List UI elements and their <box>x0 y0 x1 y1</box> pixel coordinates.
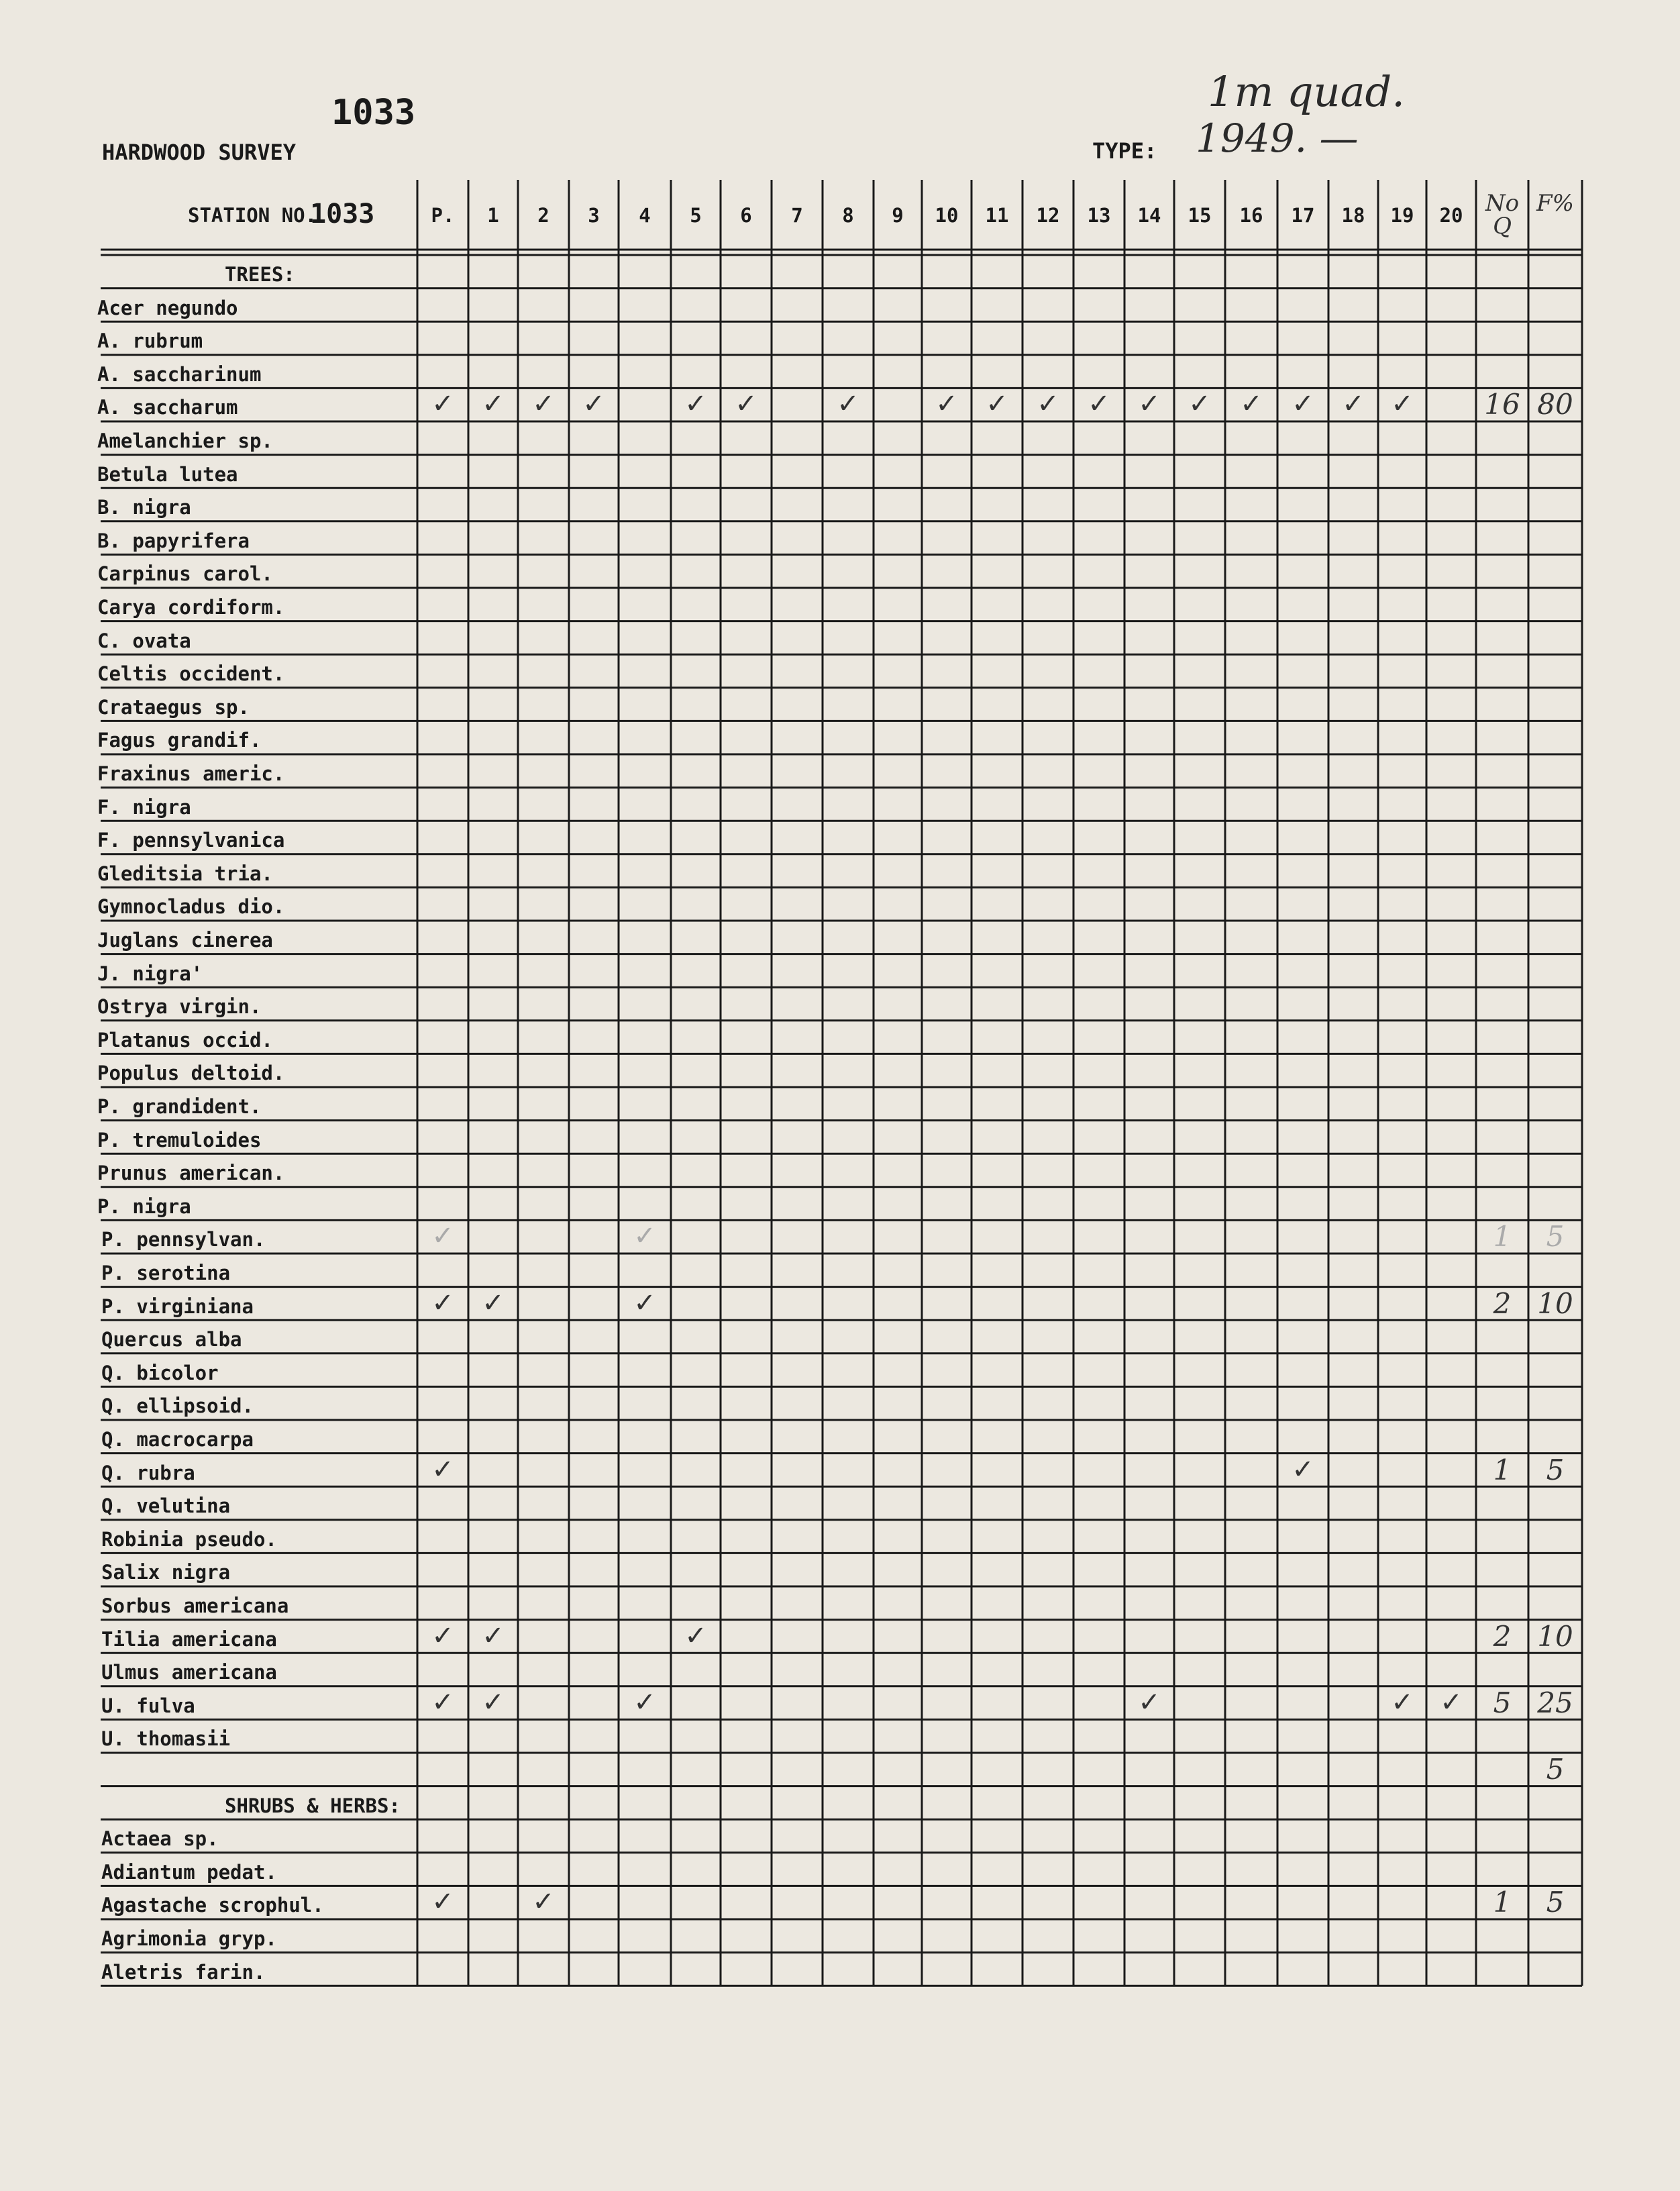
species-label: Betula lutea <box>97 462 238 486</box>
check-mark-faint: ✓ <box>633 1221 656 1252</box>
species-label: Q. rubra <box>101 1461 195 1484</box>
species-label: B. papyrifera <box>97 529 250 552</box>
species-label: Agastache scrophul. <box>101 1894 324 1917</box>
column-header: 1 <box>487 204 499 227</box>
check-mark: ✓ <box>1138 389 1161 420</box>
column-header: F% <box>1536 190 1574 217</box>
check-mark: ✓ <box>431 1886 454 1918</box>
species-label: Carya cordiform. <box>97 596 285 619</box>
species-label: F. nigra <box>97 795 191 819</box>
column-header: 10 <box>935 204 959 227</box>
species-label: Prunus american. <box>97 1162 285 1185</box>
check-mark: ✓ <box>935 389 958 420</box>
check-mark: ✓ <box>1391 1686 1414 1718</box>
species-label: Juglans cinerea <box>97 929 273 952</box>
column-header: P. <box>431 204 455 227</box>
species-label: Q. bicolor <box>101 1361 219 1384</box>
frequency-value: 5 <box>1546 1220 1565 1254</box>
species-label: Acer negundo <box>97 296 238 319</box>
check-mark: ✓ <box>1037 389 1059 420</box>
column-header: 8 <box>842 204 854 227</box>
species-label: Actaea sp. <box>101 1827 219 1851</box>
check-mark: ✓ <box>684 389 707 420</box>
column-header: 18 <box>1341 204 1365 227</box>
check-mark: ✓ <box>532 389 555 420</box>
frequency-value: 5 <box>1546 1453 1565 1486</box>
column-header: 9 <box>892 204 904 227</box>
type-label: TYPE: <box>1092 138 1157 164</box>
check-mark: ✓ <box>1138 1686 1161 1718</box>
check-mark: ✓ <box>1292 1454 1314 1485</box>
species-label: Adiantum pedat. <box>101 1860 277 1884</box>
column-header: 15 <box>1188 204 1212 227</box>
frequency-value: 5 <box>1546 1753 1565 1786</box>
column-header: 11 <box>985 204 1009 227</box>
check-mark: ✓ <box>532 1886 555 1918</box>
check-mark: ✓ <box>482 1686 505 1718</box>
species-label: Tilia americana <box>101 1627 277 1651</box>
column-header: 13 <box>1087 204 1111 227</box>
species-label: A. rubrum <box>97 329 203 353</box>
frequency-value: 5 <box>1546 1886 1565 1919</box>
survey-title: HARDWOOD SURVEY <box>102 140 296 165</box>
stamp-number: 1033 <box>331 93 416 133</box>
column-header: No Q <box>1485 190 1520 240</box>
station-label: STATION NO. <box>188 204 317 227</box>
count-value: 1 <box>1493 1220 1512 1254</box>
species-label: Quercus alba <box>101 1328 242 1352</box>
column-header: 12 <box>1036 204 1060 227</box>
check-mark-faint: ✓ <box>431 1221 454 1252</box>
species-label: U. thomasii <box>101 1727 231 1751</box>
species-label: B. nigra <box>97 496 191 519</box>
species-label: Fagus grandif. <box>97 729 262 752</box>
check-mark: ✓ <box>431 1287 454 1319</box>
check-mark: ✓ <box>633 1287 656 1319</box>
species-label: Q. macrocarpa <box>101 1428 254 1451</box>
species-label: U. fulva <box>101 1694 195 1717</box>
frequency-value: 10 <box>1537 1286 1573 1320</box>
species-label: Fraxinus americ. <box>97 762 285 785</box>
section-heading: TREES: <box>225 263 295 286</box>
check-mark: ✓ <box>735 389 757 420</box>
species-label: Gleditsia tria. <box>97 862 273 885</box>
check-mark: ✓ <box>1188 389 1211 420</box>
check-mark: ✓ <box>986 389 1008 420</box>
count-value: 2 <box>1493 1286 1512 1320</box>
station-value: 1033 <box>310 199 375 230</box>
species-label: P. serotina <box>101 1262 231 1284</box>
column-header: 7 <box>791 204 803 227</box>
type-value-line1: 1m quad. <box>1208 67 1405 116</box>
species-label: Agrimonia gryp. <box>101 1927 277 1950</box>
count-value: 16 <box>1484 388 1520 421</box>
column-header: 6 <box>740 204 752 227</box>
species-label: P. pennsylvan. <box>101 1228 266 1252</box>
species-label: P. virginiana <box>101 1294 254 1318</box>
column-header: 20 <box>1439 204 1463 227</box>
species-label: Q. velutina <box>101 1494 231 1518</box>
species-label: Q. ellipsoid. <box>101 1394 254 1418</box>
species-label: A. saccharinum <box>97 362 262 386</box>
species-label: Carpinus carol. <box>97 562 273 586</box>
species-label: P. nigra <box>97 1194 191 1218</box>
check-mark: ✓ <box>1292 389 1314 420</box>
column-header: 4 <box>639 204 651 227</box>
frequency-value: 80 <box>1537 388 1573 421</box>
check-mark: ✓ <box>482 389 505 420</box>
species-label: Robinia pseudo. <box>101 1527 277 1551</box>
column-header: 16 <box>1239 204 1263 227</box>
check-mark: ✓ <box>482 1287 505 1319</box>
species-label: Populus deltoid. <box>97 1062 285 1085</box>
check-mark: ✓ <box>431 1620 454 1651</box>
column-header: 5 <box>690 204 702 227</box>
count-value: 1 <box>1493 1886 1512 1919</box>
check-mark: ✓ <box>633 1686 656 1718</box>
check-mark: ✓ <box>431 1454 454 1485</box>
check-mark: ✓ <box>431 389 454 420</box>
count-value: 5 <box>1493 1686 1512 1719</box>
check-mark: ✓ <box>684 1620 707 1651</box>
frequency-value: 25 <box>1537 1686 1573 1719</box>
count-value: 1 <box>1493 1453 1512 1486</box>
species-label: P. grandident. <box>97 1095 262 1118</box>
species-label: Ulmus americana <box>101 1661 277 1684</box>
species-label: Aletris farin. <box>101 1960 266 1984</box>
species-label: Celtis occident. <box>97 662 285 686</box>
column-header: 14 <box>1137 204 1161 227</box>
check-mark: ✓ <box>1391 389 1414 420</box>
check-mark: ✓ <box>1088 389 1110 420</box>
check-mark: ✓ <box>1342 389 1365 420</box>
type-value-line2: 1949. — <box>1196 115 1359 161</box>
frequency-value: 10 <box>1537 1619 1573 1653</box>
check-mark: ✓ <box>582 389 605 420</box>
column-header: 3 <box>588 204 600 227</box>
column-header: 17 <box>1291 204 1315 227</box>
check-mark: ✓ <box>431 1686 454 1718</box>
species-label: Ostrya virgin. <box>97 995 262 1019</box>
count-value: 2 <box>1493 1619 1512 1653</box>
species-label: Amelanchier sp. <box>97 429 273 452</box>
species-label: Sorbus americana <box>101 1594 289 1617</box>
species-label: Crataegus sp. <box>97 695 250 719</box>
check-mark: ✓ <box>482 1620 505 1651</box>
species-label: C. ovata <box>97 629 191 652</box>
column-header: 19 <box>1390 204 1414 227</box>
column-header: 2 <box>537 204 549 227</box>
species-label: J. nigra' <box>97 962 203 985</box>
section-heading: SHRUBS & HERBS: <box>225 1794 401 1817</box>
species-label: P. tremuloides <box>97 1128 262 1152</box>
species-label: F. pennsylvanica <box>97 829 285 852</box>
species-label: A. saccharum <box>97 396 238 419</box>
species-label: Gymnocladus dio. <box>97 895 285 919</box>
check-mark: ✓ <box>1240 389 1263 420</box>
species-label: Salix nigra <box>101 1561 231 1584</box>
species-label: Platanus occid. <box>97 1028 273 1052</box>
check-mark: ✓ <box>837 389 859 420</box>
check-mark: ✓ <box>1440 1686 1463 1718</box>
